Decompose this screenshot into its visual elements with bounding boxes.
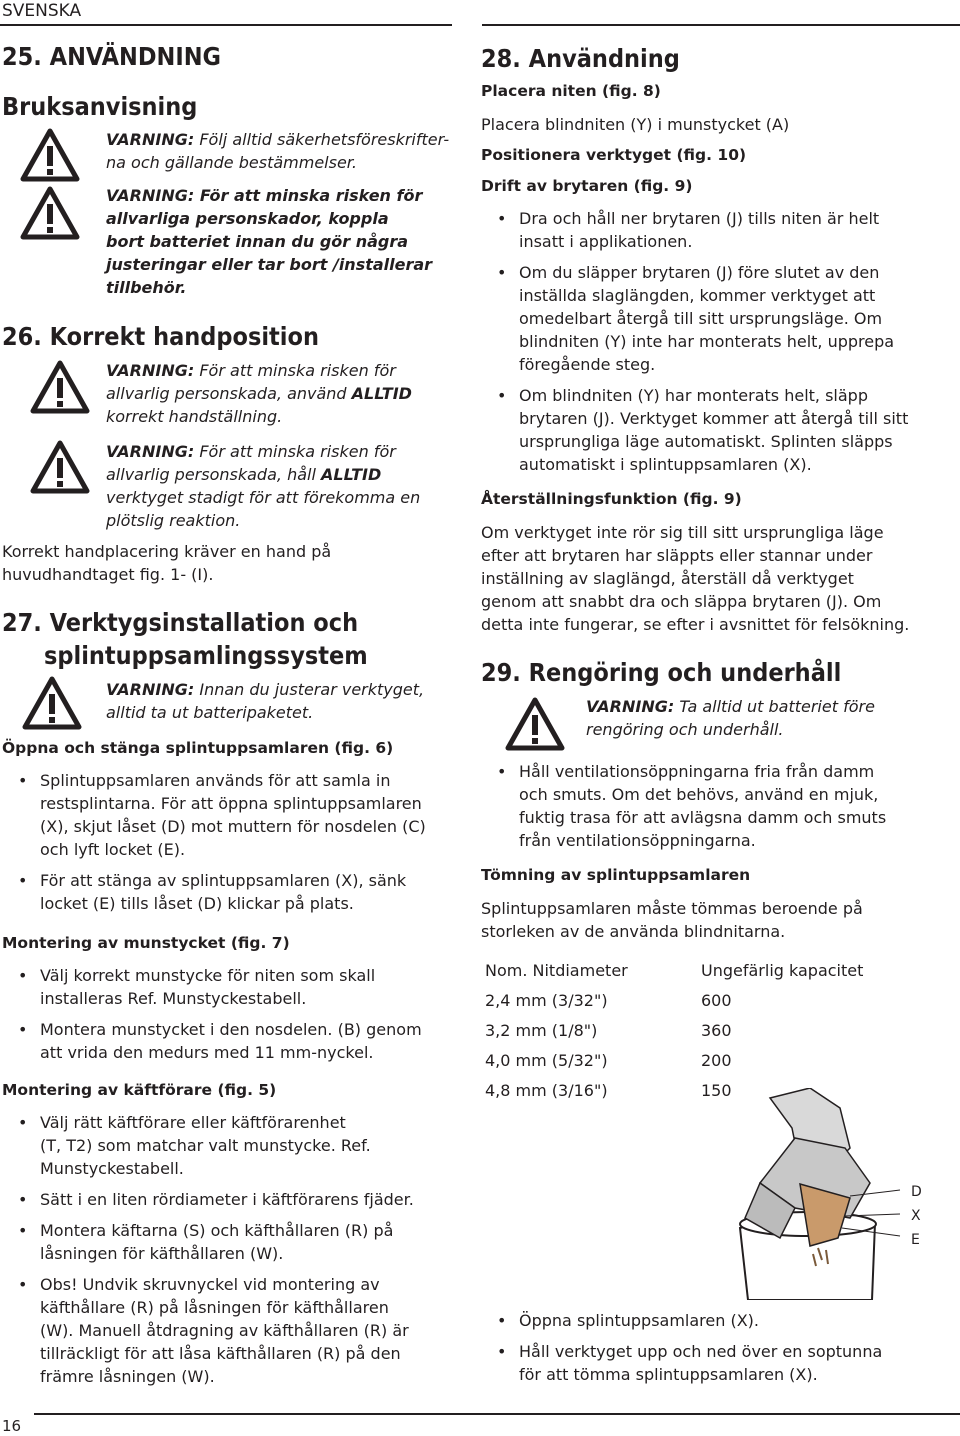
- table-header-cell: Nom. Nitdiameter: [485, 961, 628, 980]
- bullet-list: [479, 760, 959, 860]
- warning-text: VARNING: Följ alltid säkerhetsföreskrifter- na och gällande bestämmelser.: [106, 130, 450, 172]
- warning-text: VARNING: För att minska risken för allvarlig personskada, håll ALLTID verktyget stadigt för att förekomma en plötslig reaktion.: [106, 442, 421, 530]
- language-label: SVENSKA: [2, 1, 82, 21]
- table-cell: 200: [701, 1051, 732, 1070]
- subheading: Drift av brytaren (fig. 9): [481, 177, 693, 195]
- list-item: • Håll verktyget upp och ned över en soptunna för att tömma splintuppsamlaren (X).: [479, 1340, 959, 1386]
- footer-rule: [34, 1413, 960, 1415]
- table-row: [481, 986, 863, 1016]
- subheading: Placera niten (fig. 8): [481, 82, 661, 100]
- warning-icon: [20, 128, 80, 182]
- subheading: Återställningsfunktion (fig. 9): [481, 490, 742, 508]
- section-25-heading: 25. ANVÄNDNING: [2, 42, 221, 71]
- list-item: • Om du släpper brytaren (J) före slutet av den inställda slaglängden, kommer verktyget att omedelbart återgå till sitt ursprungsläge. Om blindniten (Y) inte har monterats helt, upprepa föregående steg.: [479, 261, 959, 376]
- warning-text: VARNING: För att minska risken för allvarlig personskada, använd ALLTID korrekt handställning.: [106, 361, 412, 426]
- bullet-list: [0, 1111, 452, 1396]
- figure-label: D: [911, 1184, 922, 1200]
- body-paragraph: Korrekt handplacering kräver en hand på huvudhandtaget fig. 1- (I).: [2, 542, 332, 584]
- table-row: [481, 1046, 863, 1076]
- warning-icon: [30, 440, 90, 494]
- header-rule: [0, 24, 452, 26]
- list-item: • För att stänga av splintuppsamlaren (X), sänk locket (E) tills låset (D) klickar på plats.: [0, 869, 452, 915]
- section-27-heading: 27. Verktygsinstallation och splintuppsamlingssystem: [2, 608, 368, 670]
- subheading: Montering av munstycket (fig. 7): [2, 934, 290, 952]
- page-number: 16: [2, 1417, 22, 1435]
- list-item: • Om blindniten (Y) har monterats helt, släpp brytaren (J). Verktyget kommer att återgå till sitt ursprungliga läge automatiskt. Splinten släpps automatiskt i splintuppsamlaren (X).: [479, 384, 959, 476]
- bullet-list: [479, 1309, 959, 1394]
- section-28-heading: 28. Användning: [481, 44, 680, 73]
- table-cell: 2,4 mm (3/32"): [485, 991, 608, 1010]
- figure-label: E: [911, 1232, 920, 1248]
- body-paragraph: Splintuppsamlaren måste tömmas beroende på storleken av de använda blindnitarna.: [481, 899, 863, 941]
- table-cell: 150: [701, 1081, 732, 1100]
- capacity-table: [481, 956, 863, 1106]
- warning-icon: [20, 186, 80, 240]
- bullet-list: [0, 769, 452, 923]
- table-cell: 4,0 mm (5/32"): [485, 1051, 608, 1070]
- header-rule: [482, 24, 960, 26]
- list-item: • Obs! Undvik skruvnyckel vid montering av käfthållare (R) på låsningen för käfthållaren (W). Manuell åtdragning av käfthållaren (R) är tillräckligt för att låsa käfthållaren (R) på den främre låsningen (W).: [0, 1273, 452, 1388]
- table-header-cell: Ungefärlig kapacitet: [701, 961, 864, 980]
- subheading: Positionera verktyget (fig. 10): [481, 146, 747, 164]
- list-item: • Sätt i en liten rördiameter i käftförarens fjäder.: [0, 1188, 452, 1211]
- bullet-list: [479, 207, 959, 484]
- bullet-list: [0, 964, 452, 1072]
- table-cell: 3,2 mm (1/8"): [485, 1021, 598, 1040]
- body-paragraph: Placera blindniten (Y) i munstycket (A): [481, 115, 790, 134]
- table-cell: 360: [701, 1021, 732, 1040]
- figure-label: X: [911, 1208, 921, 1224]
- table-cell: 4,8 mm (3/16"): [485, 1081, 608, 1100]
- list-item: • Välj rätt käftförare eller käftförarenhet (T, T2) som matchar valt munstycke. Ref. Munstyckestabell.: [0, 1111, 452, 1180]
- warning-text: VARNING: Innan du justerar verktyget, alltid ta ut batteripaketet.: [106, 680, 425, 722]
- section-26-heading: 26. Korrekt handposition: [2, 322, 319, 351]
- list-item: • Dra och håll ner brytaren (J) tills niten är helt insatt i applikationen.: [479, 207, 959, 253]
- list-item: • Välj korrekt munstycke för niten som skall installeras Ref. Munstyckestabell.: [0, 964, 452, 1010]
- warning-text: VARNING: Ta alltid ut batteriet före rengöring och underhåll.: [586, 697, 875, 739]
- table-row: [481, 1016, 863, 1046]
- list-item: • Montera käftarna (S) och käfthållaren (R) på låsningen för käfthållaren (W).: [0, 1219, 452, 1265]
- table-cell: 600: [701, 991, 732, 1010]
- subheading: Tömning av splintuppsamlaren: [481, 866, 751, 884]
- subheading: Montering av käftförare (fig. 5): [2, 1081, 277, 1099]
- warning-icon: [30, 360, 90, 414]
- warning-icon: [22, 676, 82, 730]
- list-item: • Splintuppsamlaren används för att samla in restsplintarna. För att öppna splintuppsamlaren (X), skjut låset (D) mot muttern för nosdelen (C) och lyft locket (E).: [0, 769, 452, 861]
- list-item: • Håll ventilationsöppningarna fria från damm och smuts. Om det behövs, använd en mjuk, fuktig trasa för att avlägsna damm och smuts från ventilationsöppningarna.: [479, 760, 959, 852]
- list-item: • Öppna splintuppsamlaren (X).: [479, 1309, 959, 1332]
- bruksanvisning-heading: Bruksanvisning: [2, 92, 198, 121]
- section-29-heading: 29. Rengöring och underhåll: [481, 658, 842, 687]
- list-item: • Montera munstycket i den nosdelen. (B) genom att vrida den medurs med 11 mm-nyckel.: [0, 1018, 452, 1064]
- subheading: Öppna och stänga splintuppsamlaren (fig. 6): [2, 739, 394, 757]
- warning-icon: [505, 697, 565, 751]
- warning-text: VARNING: För att minska risken för allvarliga personskador, koppla bort batteriet innan du gör några justeringar eller tar bort /installerar tillbehör.: [106, 186, 433, 297]
- body-paragraph: Om verktyget inte rör sig till sitt ursprungliga läge efter att brytaren har släppts eller stannar under inställning av slaglängd, återställ då verktyget genom att snabbt dra och släppa brytaren (J). Om detta inte fungerar, se efter i avsnittet för felsökning.: [481, 523, 910, 634]
- table-header-row: [481, 956, 863, 986]
- figure-labels: [911, 1180, 922, 1252]
